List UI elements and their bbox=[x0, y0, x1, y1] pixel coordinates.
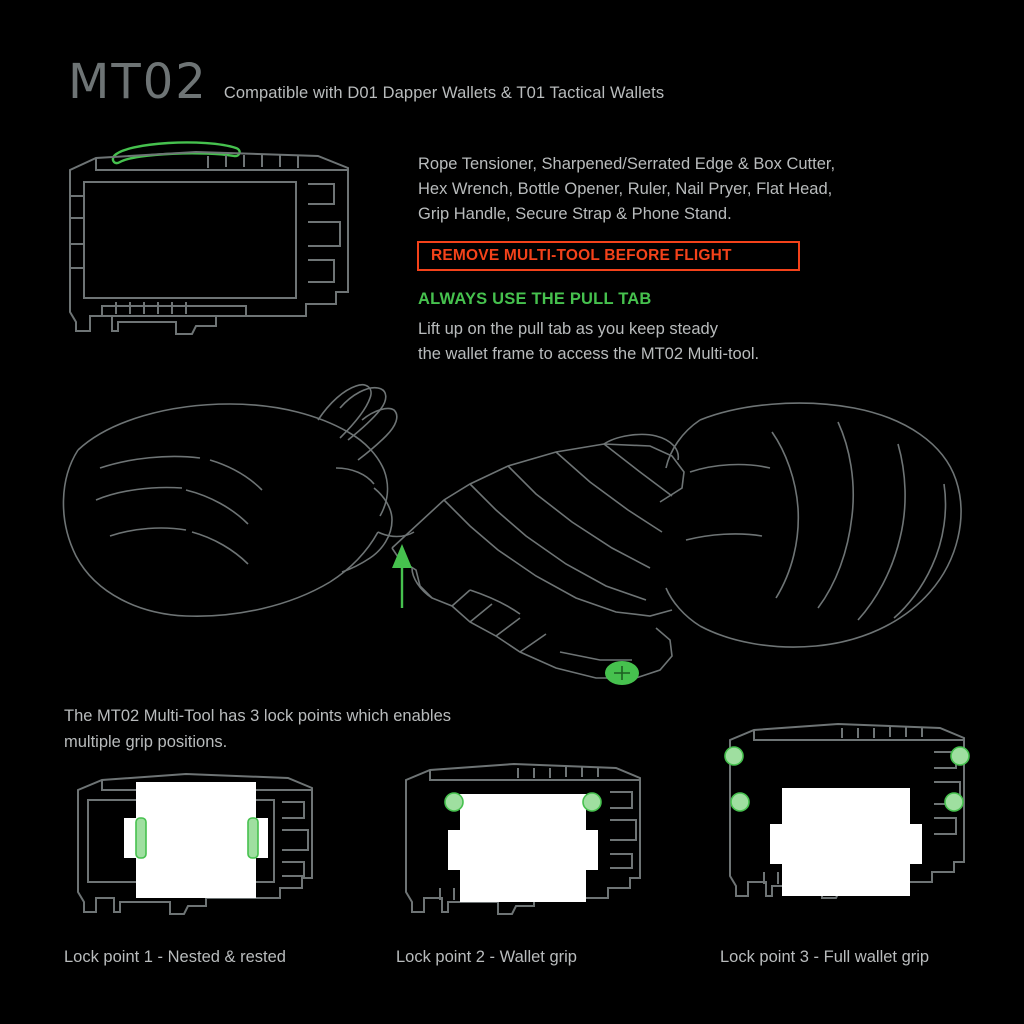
multitool-in-hand bbox=[392, 434, 684, 678]
lock-point-3-illustration bbox=[714, 718, 982, 908]
compatibility-text: Compatible with D01 Dapper Wallets & T01 Tactical Wallets bbox=[223, 84, 665, 102]
lock-point-3-lock-bottom-right bbox=[945, 793, 963, 811]
lock-points-caption bbox=[64, 703, 584, 755]
pull-tab-heading: ALWAYS USE THE PULL TAB bbox=[418, 290, 652, 308]
features-line-2: Hex Wrench, Bottle Opener, Ruler, Nail Pryer, Flat Head, bbox=[418, 180, 833, 198]
hands-demonstration-illustration bbox=[0, 360, 1024, 700]
flight-warning-box bbox=[417, 241, 800, 271]
features-line-1: Rope Tensioner, Sharpened/Serrated Edge & Box Cutter, bbox=[418, 155, 836, 173]
lock-point-1-label: Lock point 1 - Nested & rested bbox=[64, 948, 286, 966]
lock-points-caption-line-1: The MT02 Multi-Tool has 3 lock points which enables bbox=[64, 707, 452, 725]
lock-point-3-lock-bottom-left bbox=[731, 793, 749, 811]
pull-tab-line-1: Lift up on the pull tab as you keep steady bbox=[418, 320, 718, 338]
pull-tab-line-2: the wallet frame to access the MT02 Multi-tool. bbox=[418, 345, 760, 363]
multitool-outline bbox=[70, 152, 348, 334]
left-hand-outline bbox=[63, 385, 414, 616]
lock-points-caption-line-2: multiple grip positions. bbox=[64, 733, 228, 751]
lock-point-3-wallet-shape bbox=[770, 788, 922, 896]
lock-point-2-illustration bbox=[390, 750, 658, 920]
multitool-top-illustration bbox=[56, 126, 376, 356]
lock-point-1-lock-right bbox=[248, 818, 258, 858]
lock-point-1-illustration bbox=[62, 762, 330, 932]
lock-point-2-wallet-shape bbox=[448, 794, 598, 902]
flight-warning-text: REMOVE MULTI-TOOL BEFORE FLIGHT bbox=[431, 247, 732, 264]
features-list bbox=[418, 152, 918, 227]
lock-point-2-lock-right bbox=[583, 793, 601, 811]
right-hand-outline bbox=[666, 403, 961, 647]
features-line-3: Grip Handle, Secure Strap & Phone Stand. bbox=[418, 205, 732, 223]
lock-point-3-lock-top-right bbox=[951, 747, 969, 765]
lock-point-2-lock-left bbox=[445, 793, 463, 811]
lock-point-1-lock-left bbox=[136, 818, 146, 858]
lock-point-2-label: Lock point 2 - Wallet grip bbox=[396, 948, 577, 966]
header bbox=[68, 54, 665, 110]
lock-point-3-lock-top-left bbox=[725, 747, 743, 765]
page-title: MT02 bbox=[68, 54, 208, 110]
lock-point-3-label: Lock point 3 - Full wallet grip bbox=[720, 948, 930, 966]
